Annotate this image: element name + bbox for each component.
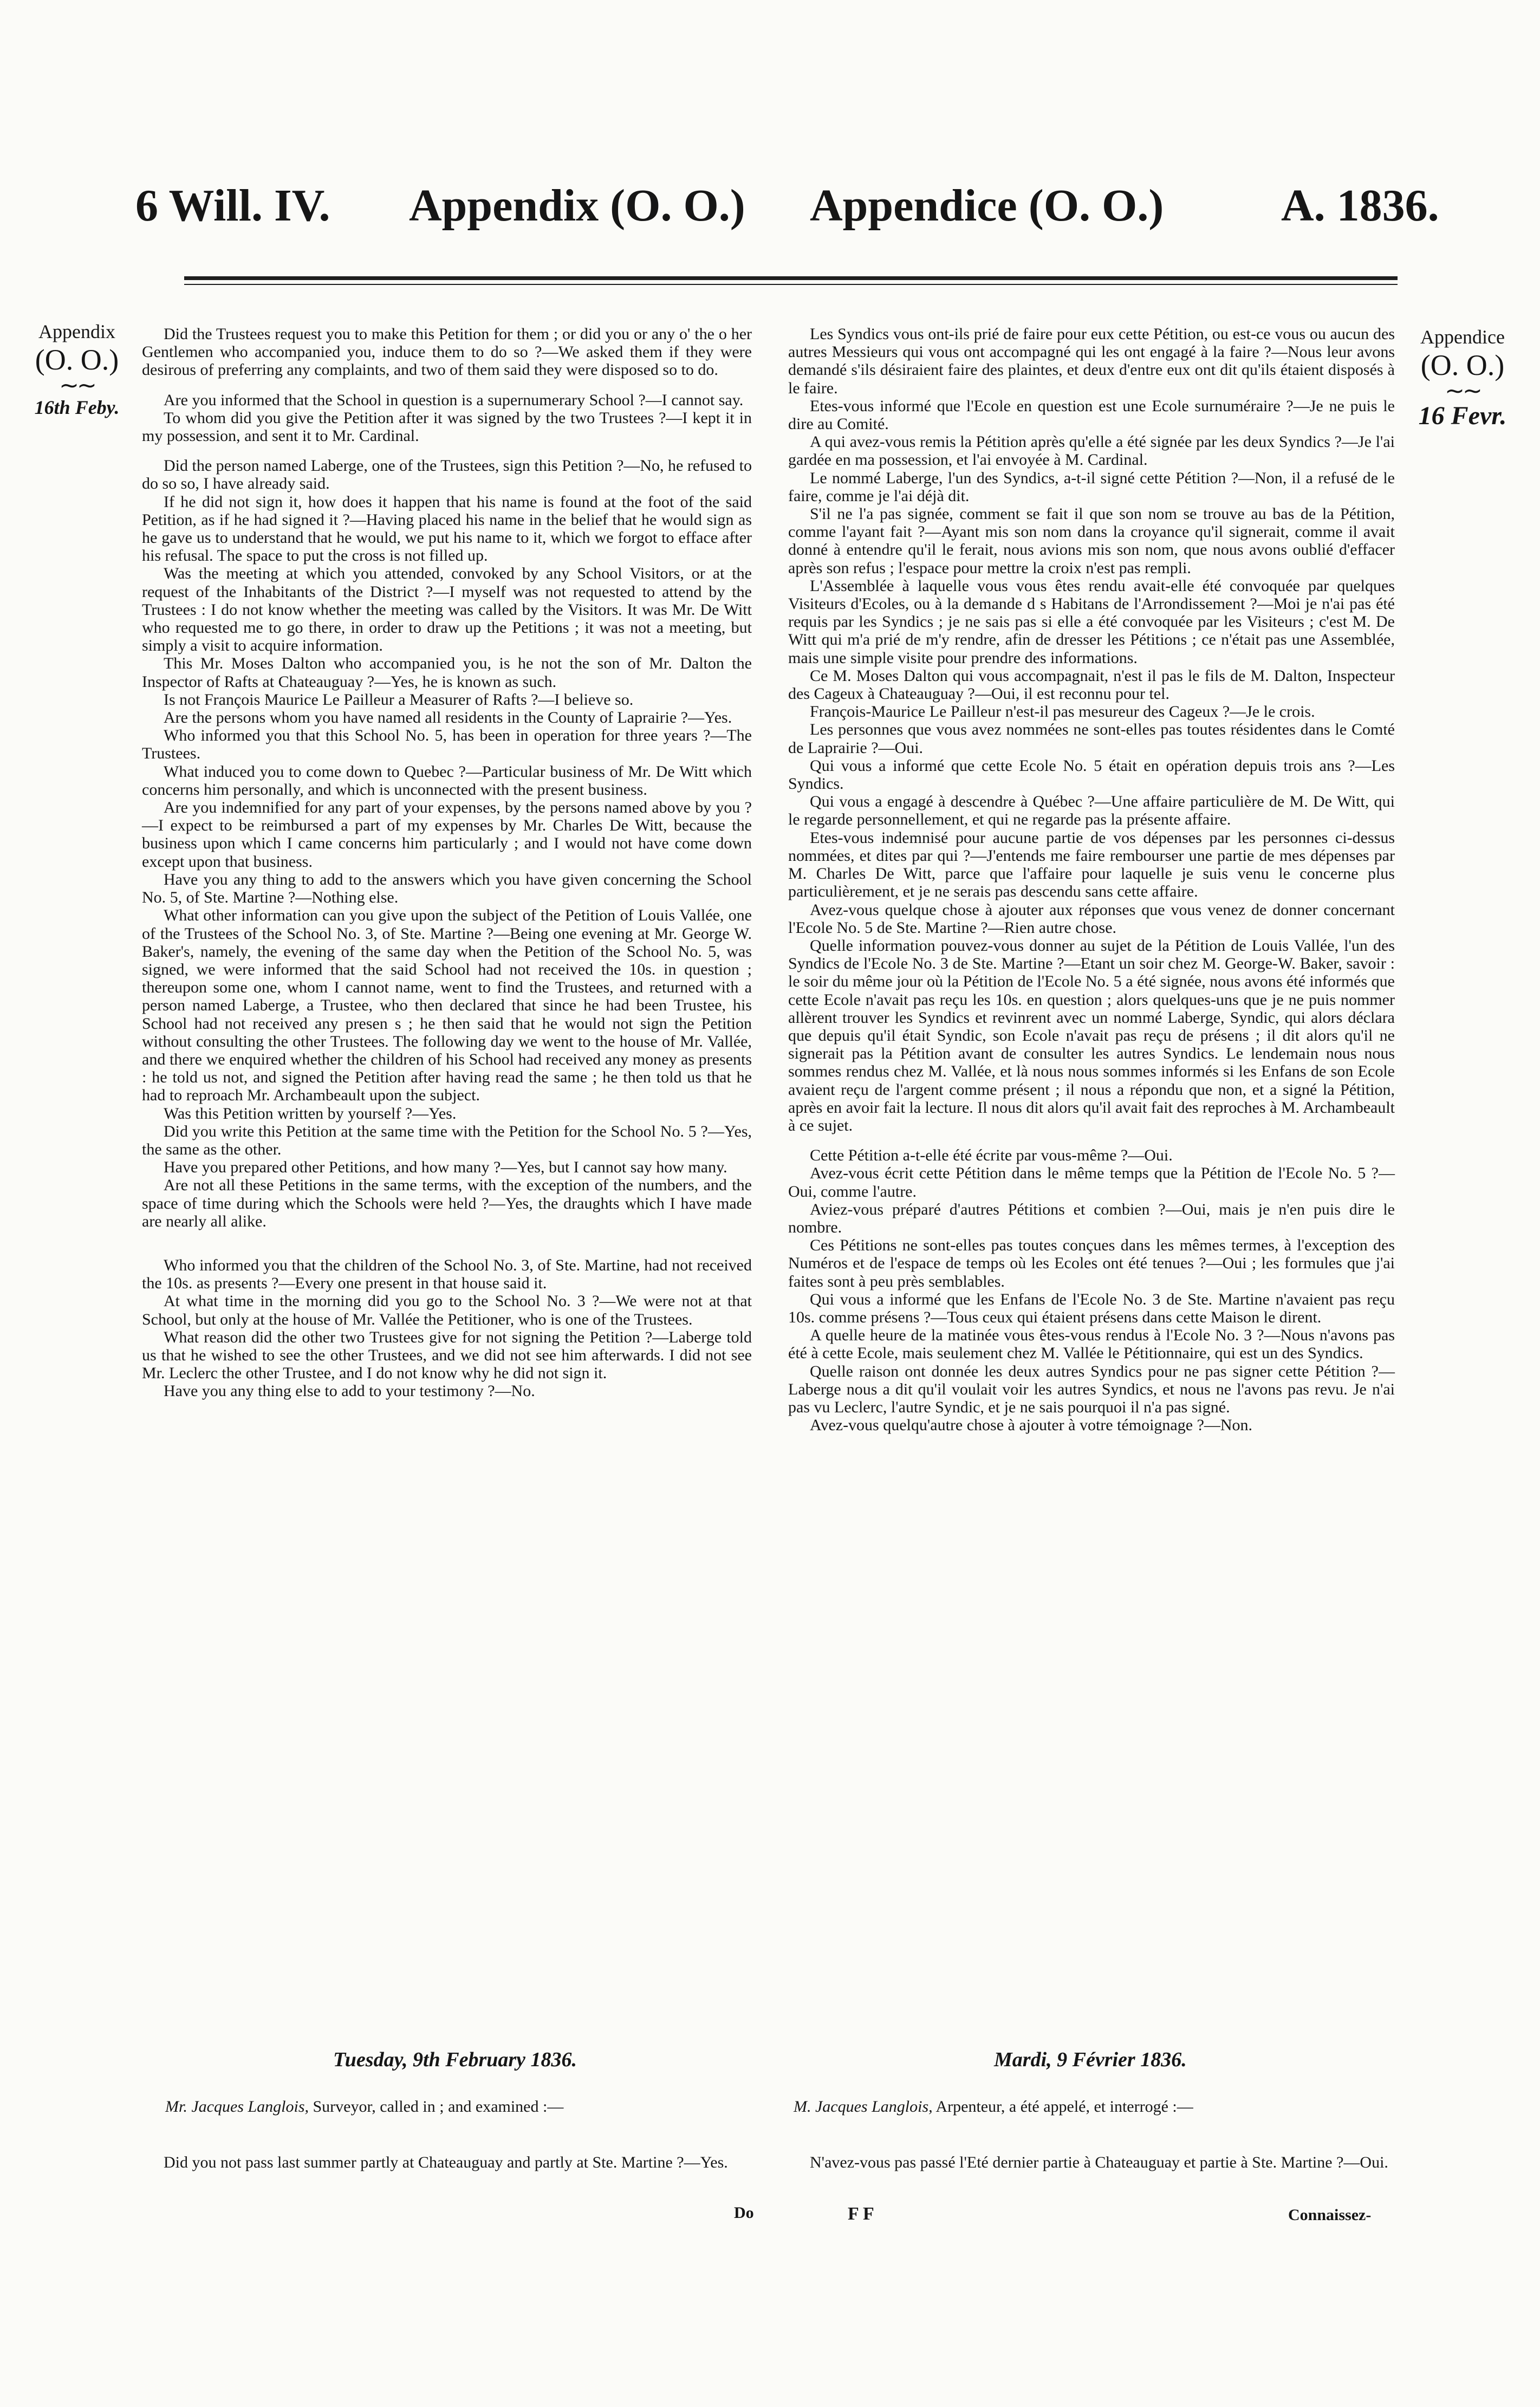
paragraph: Was the meeting at which you attended, convoked by any School Visitors, or at the request of the Inhabitants of the District ?—I myself was not requested to attend by the Trustees : I do not know whether the meeting was called by the Visitors. It was Mr. De Witt who requested me to go there, in order to draw up the Petitions ; it was not a meeting, but simply a visit to acquire information. — [142, 565, 752, 655]
paragraph: Are the persons whom you have named all residents in the County of Laprairie ?—Yes. — [164, 709, 732, 727]
session-date-fr: Mardi, 9 Février 1836. — [994, 2048, 1187, 2071]
margin-note-left — [12, 320, 142, 419]
paragraph: Qui vous a engagé à descendre à Québec ?—Une affaire particulière de M. De Witt, qui le regarde personnellement, et qui ne regarde pas la présente affaire. — [788, 793, 1395, 829]
paragraph: Have you prepared other Petitions, and how many ?—Yes, but I cannot say how many. — [164, 1158, 727, 1177]
paragraph: Are you informed that the School in question is a supernumerary School ?—I cannot say. — [164, 391, 744, 409]
paragraph: At what time in the morning did you go to the School No. 3 ?—We were not at that School, but only at the house of Mr. Vallée the Petitioner, who is one of the Trustees. — [142, 1292, 752, 1328]
english-question-block — [142, 2153, 752, 2171]
french-question-block — [788, 2153, 1395, 2171]
paragraph: What reason did the other two Trustees give for not signing the Petition ?—Laberge told us that he wished to see the other Trustees, and we did not see him afterwards. I did not see Mr. Leclerc the other Trustee, and I do not know why he did not sign it. — [142, 1328, 752, 1383]
paragraph: To whom did you give the Petition after it was signed by the two Trustees ?—I kept it in my possession, and sent it to Mr. Cardinal. — [142, 408, 752, 445]
paragraph: N'avez-vous pas passé l'Eté dernier partie à Chateauguay et partie à Ste. Martine ?—Oui. — [810, 2153, 1388, 2171]
witness-role: Surveyor, called in ; and examined :— — [313, 2098, 564, 2116]
footer-do-mark: Do — [734, 2204, 754, 2222]
paragraph: Etes-vous indemnisé pour aucune partie de vos dépenses par les personnes ci-dessus nommées, et dites par qui ?—J'entends me faire rembourser une partie de mes dépenses par M. Charles De Witt, parce que l'affaire pour laquelle je suis venu le concerne plus particulièrement, et je ne serais pas descendu sans cette affaire. — [788, 828, 1395, 901]
header-regnal-year: 6 Will. IV. — [135, 180, 330, 231]
paragraph: Are not all these Petitions in the same terms, with the exception of the numbers, and the space of time during which the Schools were held ?—Yes, the draughts which I have made are nearly all alike. — [142, 1176, 752, 1230]
margin-code: (O. O.) — [1420, 349, 1505, 381]
paragraph: Quelle information pouvez-vous donner au sujet de la Pétition de Louis Vallée, l'un des Syndics de l'Ecole No. 3 de Ste. Martine ?—Etant un soir chez M. George-W. Baker, savoir : le soir du même jour où la Pétition de l'Ecole No. 5 a été signée, nous avons été informés que cette Ecole n'avait pas reçu les 10s. en question ; alors quelques-uns que je ne puis nommer allèrent trouver les Syndics et revinrent avec un nommé Laberge, Syndic, qui alors déclara que depuis qu'il était Syndic, son Ecole n'avait pas reçu de présens ; il dit alors qu'il ne signerait pas la Pétition avant de consulter les autres Syndics. Le lendemain nous nous sommes rendus chez M. Vallée, et là nous nous sommes informés si les Enfans de son Ecole avaient reçu de l'argent comme présent ; il nous a répondu que non, et a signé la Pétition, après en avoir fait la lecture. Il nous dit alors qu'il avait fait des reproches à M. Archambeault à ce sujet. — [788, 936, 1395, 1134]
margin-date: 16th Feby. — [34, 397, 120, 418]
paragraph: If he did not sign it, how does it happen that his name is found at the foot of the said Petition, as if he had signed it ?—Having placed his name in the belief that he would sign as he gave us to understand that he would, we put his name to it, which we forgot to efface after his refusal. The space to put the cross is not filled up. — [142, 492, 752, 565]
header-rule-thick — [184, 276, 1398, 280]
paragraph: Etes-vous informé que l'Ecole en question est une Ecole surnuméraire ?—Je ne puis le dire au Comité. — [788, 397, 1395, 433]
swash-ornament: ∼∼ — [1445, 378, 1480, 404]
witness-heading-fr — [794, 2098, 1395, 2116]
paragraph: A qui avez-vous remis la Pétition après qu'elle a été signée par les deux Syndics ?—Je l'ai gardée en ma possession, et l'ai envoyée à M. Cardinal. — [788, 433, 1395, 469]
witness-name: M. Jacques Langlois, — [794, 2098, 933, 2116]
header-appendix-fr: Appendice (O. O.) — [810, 180, 1164, 231]
paragraph: What induced you to come down to Quebec ?—Particular business of Mr. De Witt which concerns him personally, and which is unconnected with the present business. — [142, 762, 752, 799]
paragraph: Qui vous a informé que les Enfans de l'Ecole No. 3 de Ste. Martine n'avaient pas reçu 10s. comme présens ?—Tous ceux qui étaient présens dans cette Maison le dirent. — [788, 1290, 1395, 1326]
paragraph: Cette Pétition a-t-elle été écrite par vous-même ?—Oui. — [810, 1146, 1173, 1165]
english-column — [142, 325, 752, 1400]
session-date-en: Tuesday, 9th February 1836. — [333, 2048, 577, 2071]
header-year: A. 1836. — [1281, 180, 1439, 231]
paragraph: What other information can you give upon the subject of the Petition of Louis Vallée, one of the Trustees of the School No. 3, of Ste. Martine ?—Being one evening at Mr. George W. Baker's, namely, the evening of the same day when the Petition of the School No. 5, was signed, we were informed that the said School had not received the 10s. in question ; thereupon some one, whom I cannot name, went to find the Trustees, and returned with a person named Laberge, a Trustee, who then declared that since he had been Trustee, his School had not received any presen s ; he then said that he would not sign the Petition without consulting the other Trustees. The following day we went to the house of Mr. Vallée, and there we enquired whether the children of his School had received any money as presents : he told us not, and signed the Petition after having read the same ; he then told us that he had to reproach Mr. Archambeault upon the subject. — [142, 906, 752, 1105]
paragraph: Did you not pass last summer partly at Chateauguay and partly at Ste. Martine ?—Yes. — [164, 2153, 728, 2171]
paragraph: Le nommé Laberge, l'un des Syndics, a-t-il signé cette Pétition ?—Non, il a refusé de le faire, comme je l'ai déjà dit. — [788, 469, 1395, 505]
footer-signature: F F — [848, 2204, 874, 2224]
paragraph: Have you any thing to add to the answers which you have given concerning the School No. 5, of Ste. Martine ?—Nothing else. — [142, 870, 752, 907]
paragraph: Who informed you that this School No. 5, has been in operation for three years ?—The Trustees. — [142, 726, 752, 763]
witness-heading-en — [165, 2098, 756, 2116]
witness-name: Mr. Jacques Langlois, — [165, 2098, 309, 2116]
paragraph: Did you write this Petition at the same time with the Petition for the School No. 5 ?—Yes, the same as the other. — [142, 1122, 752, 1158]
paragraph: Avez-vous quelque chose à ajouter aux réponses que vous venez de donner concernant l'Ecole No. 5 de Ste. Martine ?—Rien autre chose. — [788, 900, 1395, 937]
margin-date: 16 Fevr. — [1418, 401, 1507, 430]
paragraph: Qui vous a informé que cette Ecole No. 5 était en opération depuis trois ans ?—Les Syndics. — [788, 756, 1395, 793]
paragraph: François-Maurice Le Pailleur n'est-il pas mesureur des Cageux ?—Je le crois. — [810, 703, 1315, 721]
margin-code: (O. O.) — [35, 343, 119, 376]
paragraph: S'il ne l'a pas signée, comment se fait il que son nom se trouve au bas de la Pétition, comme l'ayant fait ?—Ayant mis son nom dans la croyance qu'il signerait, comme il avait donné à entendre qu'il le ferait, nous avions mis son nom, que nous avons oublié d'effacer après son refus ; l'espace pour mettre la croix n'est pas rempli. — [788, 505, 1395, 577]
paragraph: Did the Trustees request you to make this Petition for them ; or did you or any o' the o her Gentlemen who accompanied you, induce them to do so ?—We asked them if they were desirous of preferring any complaints, and two of them said they were disposed so to do. — [142, 325, 752, 379]
paragraph: Have you any thing else to add to your testimony ?—No. — [164, 1382, 535, 1400]
paragraph: Who informed you that the children of the School No. 3, of Ste. Martine, had not received the 10s. as presents ?—Every one present in that house said it. — [142, 1256, 752, 1293]
footer-catchword: Connaissez- — [1288, 2206, 1372, 2224]
french-column — [788, 325, 1395, 1434]
swash-ornament: ∼∼ — [59, 372, 95, 399]
header-appendix-en: Appendix (O. O.) — [409, 180, 745, 231]
paragraph: Did the person named Laberge, one of the Trustees, sign this Petition ?—No, he refused to do so so, I have already said. — [142, 457, 752, 493]
paragraph: L'Assemblée à laquelle vous vous êtes rendu avait-elle été convoquée par quelques Visiteurs d'Ecoles, ou à la demande d s Habitans de l'Arrondissement ?—Moi je n'ai pas été requis par les Syndics ; je ne sais pas si elle a été convoquée par les Visiteurs ; c'est M. De Witt qui m'a prié de m'y rendre, afin de dresser les Pétitions ; ce n'était pas une Assemblée, mais une simple visite pour prendre des informations. — [788, 576, 1395, 667]
paragraph: Ces Pétitions ne sont-elles pas toutes conçues dans les mêmes termes, à l'exception des Numéros et de l'espace de temps où les Ecoles ont été tenues ?—Oui ; les formules que j'ai faites sont à peu près semblables. — [788, 1236, 1395, 1290]
header-rule-thin — [184, 284, 1398, 285]
paragraph: Aviez-vous préparé d'autres Pétitions et combien ?—Oui, mais je n'en puis dire le nombre. — [788, 1200, 1395, 1236]
paragraph: Are you indemnified for any part of your expenses, by the persons named above by you ?—I expect to be reimbursed a part of my expenses by Mr. Charles De Witt, because the business upon which I came concerns him particularly ; and I would not have come down except upon that business. — [142, 799, 752, 871]
paragraph: Was this Petition written by yourself ?—Yes. — [164, 1104, 457, 1123]
margin-note-right — [1392, 325, 1533, 431]
paragraph: This Mr. Moses Dalton who accompanied you, is he not the son of Mr. Dalton the Inspector of Rafts at Chateauguay ?—Yes, he is known as such. — [142, 654, 752, 691]
paragraph: Avez-vous écrit cette Pétition dans le même temps que la Pétition de l'Ecole No. 5 ?—Oui, comme l'autre. — [788, 1164, 1395, 1201]
paragraph: Les personnes que vous avez nommées ne sont-elles pas toutes résidentes dans le Comté de Laprairie ?—Oui. — [788, 721, 1395, 757]
paragraph: Ce M. Moses Dalton qui vous accompagnait, n'est il pas le fils de M. Dalton, Inspecteur des Cageux à Chateauguay ?—Oui, il est reconnu pour tel. — [788, 666, 1395, 703]
paragraph: A quelle heure de la matinée vous êtes-vous rendus à l'Ecole No. 3 ?—Nous n'avons pas été à cette Ecole, mais seulement chez M. Vallée le Pétitionnaire, qui est un des Syndics. — [788, 1326, 1395, 1363]
margin-label: Appendice — [1420, 326, 1505, 348]
paragraph: Is not François Maurice Le Pailleur a Measurer of Rafts ?—I believe so. — [164, 690, 634, 709]
paragraph: Les Syndics vous ont-ils prié de faire pour eux cette Pétition, ou est-ce vous ou aucun des autres Messieurs qui vous ont accompagné qui les ont engagé à la faire ?—Nous leur avons demandé s'ils désiraient faire des plaintes, et deux d'entre eux ont dit qu'ils étaient disposés à le faire. — [788, 325, 1395, 397]
witness-role: Arpenteur, a été appelé, et interrogé :— — [935, 2098, 1193, 2116]
margin-label: Appendix — [38, 321, 115, 342]
paragraph: Quelle raison ont donnée les deux autres Syndics pour ne pas signer cette Pétition ?—Laberge nous a dit qu'il voulait voir les autres Syndics, et nous ne l'avons pas revu. Je n'ai pas vu Leclerc, l'autre Syndic, et je ne sais pourquoi il n'a pas signé. — [788, 1362, 1395, 1416]
paragraph: Avez-vous quelqu'autre chose à ajouter à votre témoignage ?—Non. — [810, 1416, 1253, 1435]
